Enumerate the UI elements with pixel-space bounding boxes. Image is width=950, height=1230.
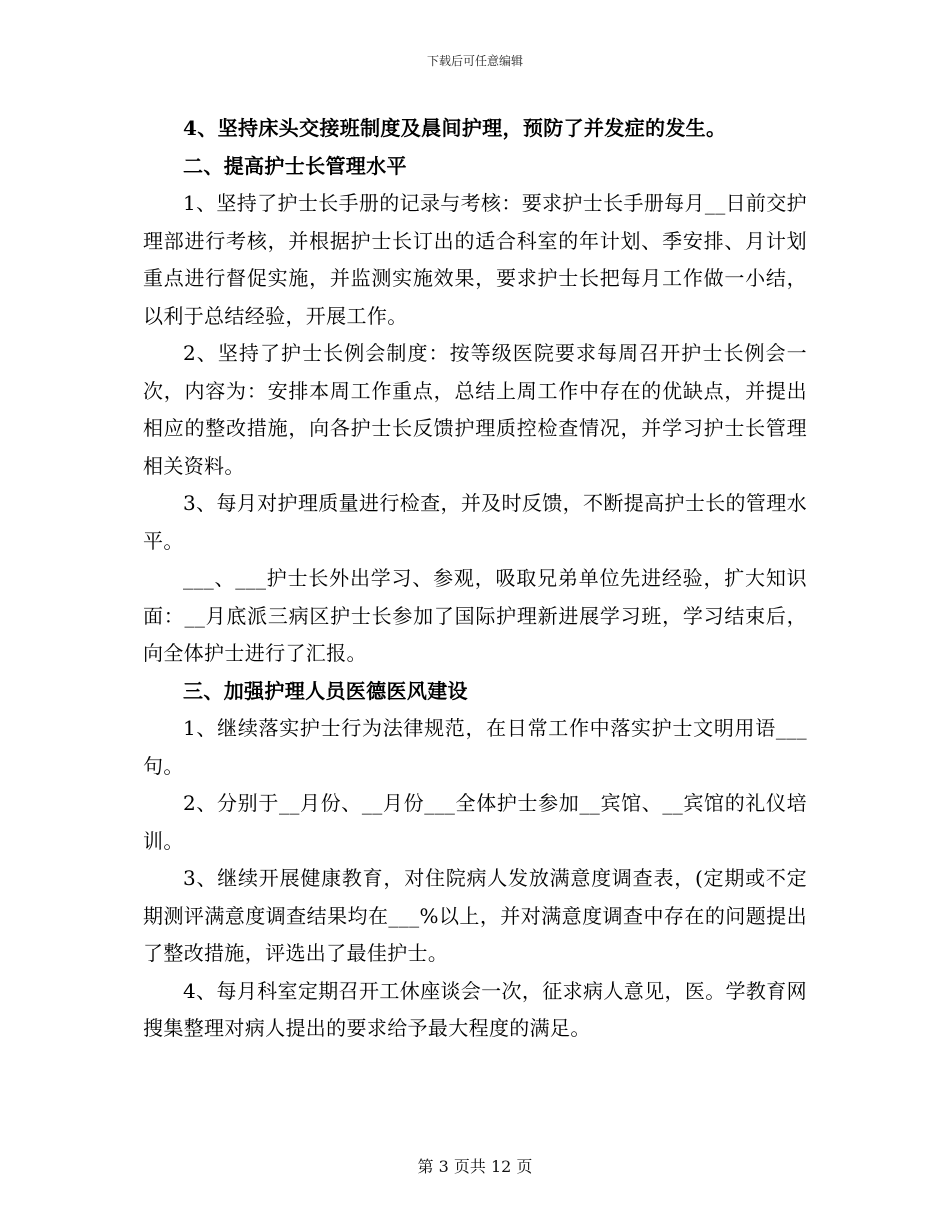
paragraph-etiquette-training: 2、分别于__月份、__月份___全体护士参加__宾馆、__宾馆的礼仪培训。 [143, 791, 807, 853]
section-heading-head-nurse-management: 二、提高护士长管理水平 [183, 153, 407, 178]
paragraph-health-education-survey: 3、继续开展健康教育，对住院病人发放满意度调查表，(定期或不定期测评满意度调查结果均在___%以上，并对满意度调查中存在的问题提出了整改措施，评选出了最佳护士。 [143, 866, 807, 965]
paragraph-monthly-quality-check: 3、每月对护理质量进行检查，并及时反馈，不断提高护士长的管理水平。 [143, 491, 807, 553]
paragraph-point-4-bedside-handover: 4、坚持床头交接班制度及晨间护理，预防了并发症的发生。 [183, 116, 727, 140]
paragraph-head-nurse-meeting: 2、坚持了护士长例会制度：按等级医院要求每周召开护士长例会一次，内容为：安排本周工作重点，总结上周工作中存在的优缺点，并提出相应的整改措施，向各护士长反馈护理质控检查情况，并学习护士长管理相关资料。 [143, 341, 807, 478]
paragraph-head-nurse-handbook: 1、坚持了护士长手册的记录与考核：要求护士长手册每月__日前交护理部进行考核，并根据护士长订出的适合科室的年计划、季安排、月计划重点进行督促实施，并监测实施效果，要求护士长把每月工作做一小结，以利于总结经验，开展工作。 [143, 191, 807, 328]
paragraph-external-study: ___、___护士长外出学习、参观，吸取兄弟单位先进经验，扩大知识面：__月底派三病区护士长参加了国际护理新进展学习班，学习结束后，向全体护士进行了汇报。 [143, 566, 807, 665]
document-body [143, 110, 807, 1048]
paragraph-nurse-conduct-norms: 1、继续落实护士行为法律规范，在日常工作中落实护士文明用语___句。 [143, 716, 807, 778]
paragraph-patient-forum: 4、每月科室定期召开工休座谈会一次，征求病人意见，医。学教育网搜集整理对病人提出的要求给予最大程度的满足。 [143, 978, 807, 1040]
page-header-note: 下载后可任意编辑 [426, 54, 523, 68]
section-heading-medical-ethics: 三、加强护理人员医德医风建设 [183, 678, 468, 703]
page-number-footer: 第 3 页共 12 页 [417, 1157, 533, 1176]
